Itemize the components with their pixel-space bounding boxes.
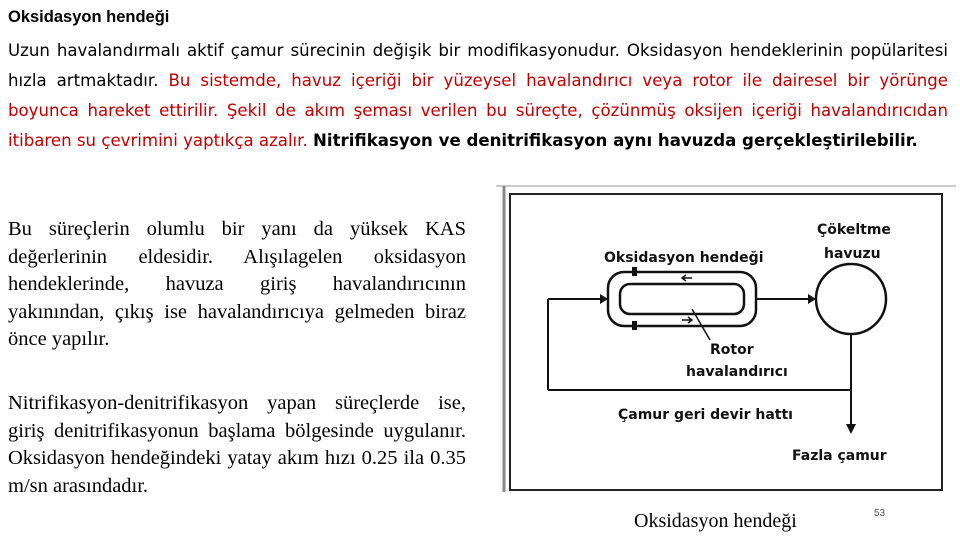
excess-sludge-arrow-head (846, 424, 856, 434)
oxidation-ditch-diagram (496, 182, 956, 492)
ditch-label: Oksidasyon hendeği (604, 250, 764, 266)
flow-arrow-right (682, 317, 692, 323)
outlet-marker (632, 321, 637, 330)
rotor-label-line1: Rotor (710, 342, 754, 358)
ditch-inner-wall (620, 284, 744, 314)
clarifier-circle (816, 264, 886, 334)
ditch-outer-wall (608, 272, 756, 326)
intro-paragraph (8, 36, 948, 156)
flow-arrow-left (682, 275, 692, 281)
return-line-label: Çamur geri devir hattı (618, 407, 793, 423)
figure-caption: Oksidasyon hendeği (634, 510, 797, 532)
body-paragraph-1: Bu süreçlerin olumlu bir yanı da yüksek KAS değerlerinin eldesidir. Alışılagelen oksidasyon hendeklerinde, havuza giriş havalandırıcının yakınından, çıkış ise havalandırıcıya gelmeden biraz önce yapılır. (8, 218, 466, 350)
rotor-label-line2: havalandırıcı (686, 364, 788, 380)
clarifier-label-line1: Çökeltme (817, 222, 891, 238)
intro-highlight-text: Bu sistemde, havuz içeriği bir yüzeysel havalandırıcı veya rotor ile dairesel bir yörünge boyunca hareket ettirilir. Şekil de akım şeması verilen bu süreçte, çözünmüş oksijen içeriği havalandırıcıdan itibaren su çevrimini yaptıkça azalır. (8, 71, 948, 150)
intro-bold-text: Nitrifikasyon ve denitrifikasyon aynı havuzda gerçekleştirilebilir. (313, 131, 918, 150)
page-number: 53 (874, 508, 886, 519)
body-paragraph-2: Nitrifikasyon-denitrifikasyon yapan süreçlerde ise, giriş denitrifikasyonun başlama bölgesinde uygulanır. Oksidasyon hendeğindeki yatay akım hızı 0.25 ila 0.35 m/sn arasındadır. (8, 392, 466, 497)
intro-normal-text: Uzun havalandırmalı aktif çamur sürecinin değişik bir modifikasyonudur. Oksidasyon hendeklerinin popülaritesi hızla artmaktadır. (8, 41, 948, 90)
page-title: Oksidasyon hendeği (8, 8, 170, 26)
inlet-marker (632, 267, 637, 276)
excess-sludge-label: Fazla çamur (792, 448, 887, 464)
clarifier-label-line2: havuzu (824, 246, 881, 262)
